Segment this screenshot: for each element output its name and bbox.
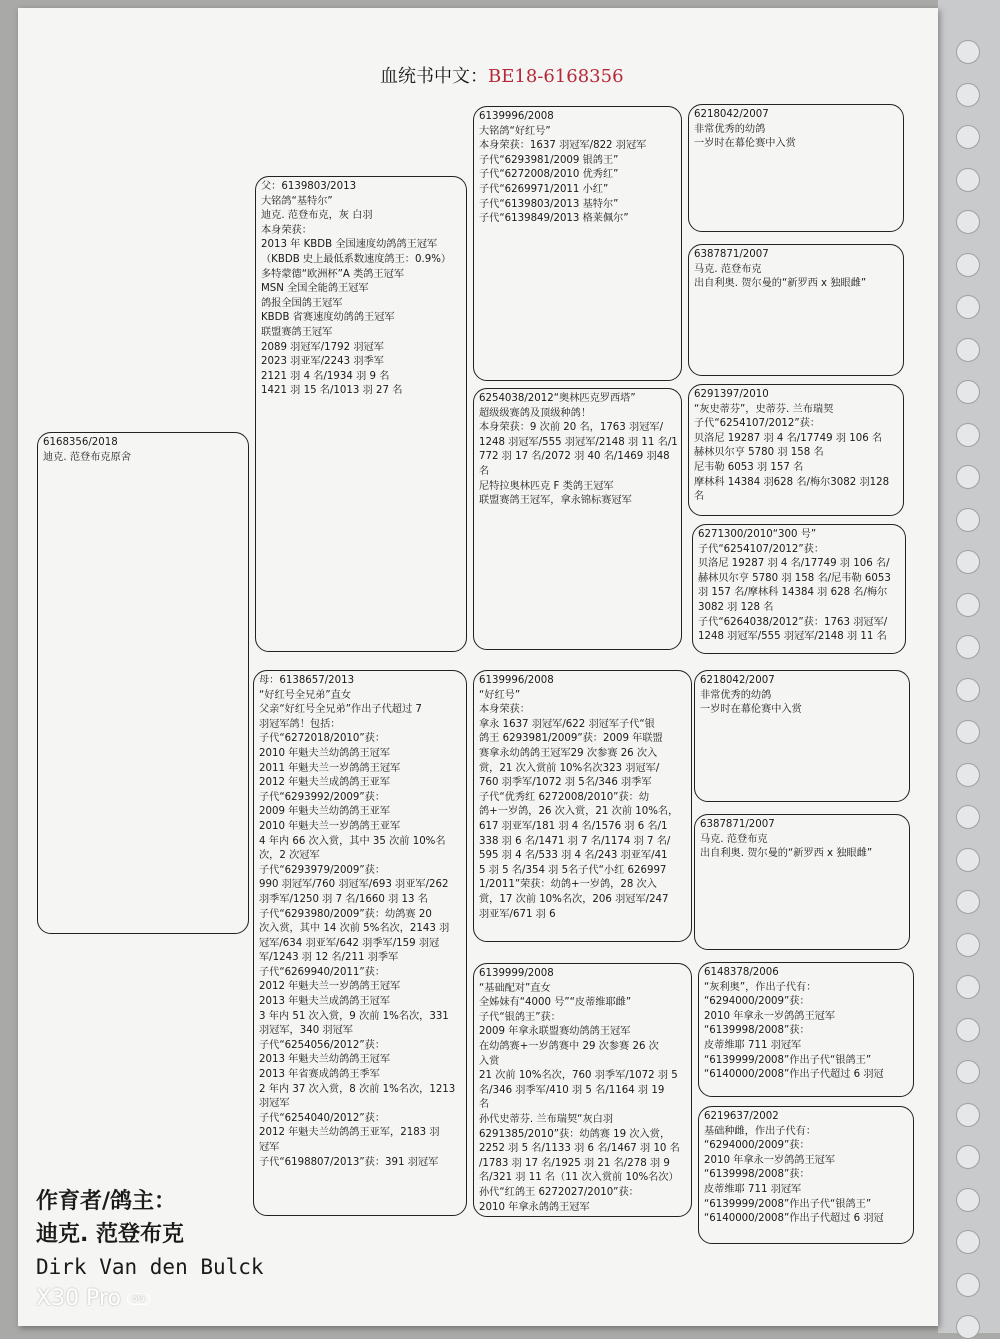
pedigree-line: 子代“6139803/2013 基特尔”: [479, 198, 619, 210]
pedigree-line: 冠军: [259, 1142, 280, 1153]
pedigree-line: 联盟赛鸽王冠军: [261, 326, 333, 338]
pedigree-line: 2252 羽 5 名/1133 羽 6 名/1467 羽 10 名: [479, 1143, 680, 1155]
pedigree-line: 772 羽 17 名/2072 羽 40 名/1469 羽48: [479, 451, 670, 463]
pedigree-line: 一岁时在幕伦赛中入赏: [700, 704, 802, 716]
pedigree-line: 2013 年省赛成鸽鸽王季军: [259, 1069, 380, 1081]
binder-hole: [956, 423, 980, 447]
pedigree-line: 赫林贝尔亨 5780 羽 158 名: [694, 447, 824, 459]
pedigree-line: 2012 年魁夫兰成鸽鸽王亚军: [259, 777, 391, 789]
pedigree-line: /1783 羽 17 名/1925 羽 21 名/278 羽 9: [479, 1157, 670, 1169]
binder-hole: [956, 1103, 980, 1127]
pedigree-line: 鸽+一岁鸽，26 次入赏，21 次前 10%名，: [479, 806, 679, 818]
dam-dam-sire-box: [698, 962, 914, 1097]
sire-sire-sire-box: [688, 104, 904, 232]
pedigree-line: 本身荣获：: [479, 704, 530, 716]
pedigree-line: 2012 年魁夫兰幼鸽鸽王亚军，2183 羽: [259, 1127, 440, 1139]
pedigree-line: 皮蒂维耶 711 羽冠军: [704, 1183, 802, 1195]
binder-hole: [956, 210, 980, 234]
pedigree-line: 全姊妹有“4000 号”“皮蒂维耶雌”: [479, 997, 632, 1009]
binder-hole: [956, 848, 980, 872]
breeder-name-en: Dirk Van den Bulck: [36, 1255, 264, 1279]
sire-sire-box: [473, 106, 682, 381]
binder-hole: [956, 678, 980, 702]
pedigree-line: 子代“银鸽王”获：: [479, 1011, 561, 1023]
pedigree-line: 子代“6293980/2009”获：幼鸽赛 20: [259, 908, 432, 920]
pedigree-line: 2010 年拿永鸽鸽王冠军: [479, 1201, 590, 1213]
pedigree-line: 本身荣获：1637 羽冠军/822 羽冠军: [479, 140, 647, 152]
pedigree-line: 子代“6272018/2010”获：: [259, 733, 386, 745]
binder-hole: [956, 1273, 980, 1297]
pedigree-line: 21 次前 10%名次，760 羽季军/1072 羽 5: [479, 1070, 678, 1082]
pedigree-line: 羽亚军/671 羽 6: [479, 908, 556, 920]
breeder-name-cn: 迪克. 范登布克: [36, 1222, 185, 1247]
pedigree-line: 在幼鸽赛+一岁鸽赛中 29 次参赛 26 次: [479, 1040, 659, 1052]
pedigree-line: 6139996/2008: [479, 111, 554, 122]
pedigree-line: 鸽报全国鸽王冠军: [261, 297, 343, 309]
pedigree-line: 子代“6254040/2012”获：: [259, 1112, 386, 1124]
binder-hole: [956, 508, 980, 532]
pedigree-line: 2010 年拿永一岁鸽鸽王冠军: [704, 1154, 836, 1166]
pedigree-line: “灰利奥”，作出子代有：: [704, 981, 817, 993]
pedigree-line: 马克. 范登布克: [694, 263, 762, 275]
pedigree-line: 出自利奥. 贺尔曼的“新罗西 x 独眼雌”: [700, 848, 873, 860]
pedigree-line: 子代“6293981/2009 银鸽王”: [479, 154, 619, 166]
pedigree-line: 4 年内 66 次入赏，其中 35 次前 10%名: [259, 835, 446, 847]
pedigree-line: 皮蒂维耶 711 羽冠军: [704, 1039, 802, 1051]
binder-hole: [956, 763, 980, 787]
pedigree-line: 羽冠军: [259, 1098, 290, 1110]
binder-hole: [956, 83, 980, 107]
pedigree-line: 6139996/2008: [479, 675, 554, 686]
dam-sire-dam-box: [694, 814, 910, 950]
binder-hole: [956, 1188, 980, 1212]
binder-hole: [956, 890, 980, 914]
pedigree-line: 2023 羽亚军/2243 羽季军: [261, 356, 384, 368]
pedigree-line: 羽冠军，340 羽冠军: [259, 1025, 353, 1037]
pedigree-line: 子代“6139849/2013 格莱佩尔”: [479, 213, 629, 225]
pedigree-line: 6218042/2007: [694, 109, 769, 120]
pedigree-line: 2010 年魁夫兰一岁鸽鸽王亚军: [259, 820, 401, 832]
sire-dam-dam-box: [692, 524, 906, 654]
pedigree-line: 超级级赛鸽及顶级种鸽！: [479, 407, 592, 419]
pedigree-line: 入赏: [479, 1055, 500, 1067]
pedigree-line: “灰史蒂芬”，史蒂芬. 兰布瑞契: [694, 403, 834, 415]
pedigree-line: 子代“6254107/2012”获：: [694, 418, 821, 430]
pedigree-line: “好红号全兄弟”直女: [259, 689, 352, 701]
pedigree-line: 子代“6272008/2010 优秀红”: [479, 169, 619, 181]
pedigree-line: 6254038/2012“奥林匹克罗西塔”: [479, 393, 636, 404]
pedigree-line: “6294000/2009”获：: [704, 996, 810, 1008]
pedigree-line: 母：6138657/2013: [259, 675, 355, 686]
pedigree-line: 大铭鸽“好红号”: [479, 125, 551, 137]
pedigree-line: 非常优秀的幼鸽: [700, 689, 772, 701]
pedigree-line: 子代“6269940/2011”获：: [259, 966, 386, 978]
pedigree-line: 贝洛尼 19287 羽 4 名/17749 羽 106 名: [694, 432, 883, 444]
pedigree-line: 名/321 羽 11 名（11 次入赏前 10%名次）: [479, 1172, 679, 1184]
dam-sire-box: [473, 670, 692, 942]
pedigree-line: 本身荣获：9 次前 20 名，1763 羽冠军/: [479, 422, 664, 434]
pedigree-line: 子代“6264038/2012”获：1763 羽冠军/: [698, 616, 888, 628]
binder-hole: [956, 1145, 980, 1169]
pedigree-line: 一岁时在幕伦赛中入赏: [694, 138, 796, 150]
binder-hole: [956, 1230, 980, 1254]
pedigree-line: 军/1243 羽 12 名/211 羽季军: [259, 952, 399, 964]
pedigree-line: 1/2011”荣获：幼鸽+一岁鸽，28 次入: [479, 879, 657, 891]
pedigree-line: 2009 年拿永联盟赛幼鸽鸽王冠军: [479, 1026, 631, 1038]
pedigree-line: 父亲“好红号全兄弟”作出子代超过 7: [259, 704, 422, 716]
sire-dam-sire-box: [688, 384, 904, 516]
pedigree-line: “6294000/2009”获：: [704, 1140, 810, 1152]
pedigree-line: “6139999/2008”作出子代“银鸽王”: [704, 1054, 872, 1066]
pedigree-line: 子代“6198807/2013”获：391 羽冠军: [259, 1156, 439, 1168]
pedigree-line: 1421 羽 15 名/1013 羽 27 名: [261, 385, 403, 397]
binder-hole: [956, 720, 980, 744]
binder-hole: [956, 1315, 980, 1339]
binder-hole: [956, 253, 980, 277]
pedigree-line: 子代“6293992/2009”获：: [259, 791, 386, 803]
pedigree-line: 760 羽季军/1072 羽 5名/346 羽季军: [479, 777, 652, 789]
binder-hole: [956, 550, 980, 574]
watermark-brand: X30 Pro: [36, 1286, 121, 1311]
pedigree-line: 多特蒙德“欧洲杯”A 类鸽王冠军: [261, 268, 405, 280]
sire-box: [255, 176, 467, 652]
camera-watermark: [36, 1286, 150, 1311]
pedigree-line: 基础种雌，作出子代有：: [704, 1125, 817, 1137]
binder-hole: [956, 380, 980, 404]
pedigree-line: 联盟赛鸽王冠军，拿永锦标赛冠军: [479, 495, 632, 507]
pedigree-line: 6168356/2018: [43, 437, 118, 448]
binder-strip: [938, 0, 1000, 1333]
pedigree-line: 2010 年魁夫兰幼鸽鸽王冠军: [259, 747, 391, 759]
pedigree-line: 2009 年魁夫兰幼鸽鸽王亚军: [259, 806, 391, 818]
pedigree-line: 6218042/2007: [700, 675, 775, 686]
pedigree-line: 非常优秀的幼鸽: [694, 123, 766, 135]
pedigree-line: “6140000/2008”作出子代超过 6 羽冠: [704, 1069, 884, 1081]
breeder-label: 作育者/鸽主：: [36, 1189, 177, 1214]
breeder-info: [36, 1186, 264, 1282]
pedigree-line: 尼韦勒 6053 羽 157 名: [694, 461, 804, 473]
pedigree-line: 冠军/634 羽亚军/642 羽季军/159 羽冠: [259, 937, 440, 949]
pedigree-line: 2 年内 37 次入赏，8 次前 1%名次，1213: [259, 1083, 456, 1095]
pedigree-line: 1248 羽冠军/555 羽冠军/2148 羽 11 名/1: [479, 436, 678, 448]
pedigree-line: 2013 年 KBDB 全国速度幼鸽鸽王冠军: [261, 239, 438, 251]
pedigree-line: 次入赏，其中 14 次前 5%名次，2143 羽: [259, 923, 450, 935]
pedigree-line: 子代“6269971/2011 小红”: [479, 183, 609, 195]
title-label: 血统书中文：: [380, 66, 488, 87]
pedigree-line: 尼特拉奥林匹克 F 类鸽王冠军: [479, 480, 614, 492]
pedigree-line: 迪克. 范登布克，灰 白羽: [261, 210, 373, 222]
binder-hole: [956, 635, 980, 659]
pedigree-line: 名: [694, 491, 705, 503]
binder-hole: [956, 295, 980, 319]
pedigree-line: 羽 157 名/摩林科 14384 羽 628 名/梅尔: [698, 587, 888, 599]
binder-hole: [956, 465, 980, 489]
pedigree-line: 2089 羽冠军/1792 羽冠军: [261, 341, 384, 353]
pedigree-line: 617 羽亚军/181 羽 4 名/1576 羽 6 名/1: [479, 820, 668, 832]
pedigree-line: KBDB 省赛速度幼鸽鸽王冠军: [261, 312, 395, 324]
binder-hole: [956, 1060, 980, 1084]
binder-hole: [956, 1018, 980, 1042]
binder-hole: [956, 168, 980, 192]
pedigree-line: 大铭鸽“基特尔”: [261, 195, 333, 207]
pedigree-line: 赏，21 次入赏前 10%名次323 羽冠军/: [479, 762, 660, 774]
page-title: [380, 62, 624, 88]
pedigree-line: 贝洛尼 19287 羽 4 名/17749 羽 106 名/: [698, 558, 890, 570]
binder-hole: [956, 40, 980, 64]
pedigree-line: 羽季军/1250 羽 7 名/1660 羽 13 名: [259, 893, 428, 905]
binder-hole: [956, 593, 980, 617]
pedigree-line: 338 羽 6 名/1471 羽 7 名/1174 羽 7 名/: [479, 835, 671, 847]
binder-hole: [956, 338, 980, 362]
pedigree-line: “6139998/2008”获：: [704, 1169, 810, 1181]
pedigree-line: 子代“优秀红 6272008/2010”获：幼: [479, 791, 650, 803]
dam-sire-sire-box: [694, 670, 910, 802]
pedigree-line: 6291397/2010: [694, 389, 769, 400]
pigeon-box: [37, 432, 249, 934]
pedigree-line: 6271300/2010“300 号”: [698, 529, 817, 540]
pedigree-line: 3 年内 51 次入赏，9 次前 1%名次，331: [259, 1010, 449, 1022]
pedigree-line: 出自利奥. 贺尔曼的“新罗西 x 独眼雌”: [694, 278, 867, 290]
pedigree-line: 6139999/2008: [479, 968, 554, 979]
pedigree-line: 孙代史蒂芬. 兰布瑞契“灰白羽: [479, 1113, 614, 1125]
dam-dam-box: [473, 963, 692, 1217]
binder-hole: [956, 125, 980, 149]
pedigree-line: 6387871/2007: [700, 819, 775, 830]
pedigree-line: “基础配对”直女: [479, 982, 551, 994]
pedigree-line: 名/346 羽季军/410 羽 5 名/1164 羽 19: [479, 1084, 665, 1096]
pedigree-line: 2013 年魁夫兰幼鸽鸽王冠军: [259, 1054, 391, 1066]
pedigree-line: 2012 年魁夫兰一岁鸽鸽王冠军: [259, 981, 401, 993]
pedigree-line: 名: [479, 465, 490, 477]
pedigree-line: 子代“6293979/2009”获：: [259, 864, 386, 876]
pedigree-line: MSN 全国全能鸽王冠军: [261, 283, 369, 295]
pedigree-line: 2010 年拿永一岁鸽鸽王冠军: [704, 1010, 836, 1022]
pedigree-line: 子代“6254056/2012”获：: [259, 1039, 386, 1051]
pedigree-line: 本身荣获：: [261, 224, 312, 236]
pedigree-line: 6219637/2002: [704, 1111, 779, 1122]
pedigree-line: 子代“6254107/2012”获：: [698, 543, 825, 555]
pedigree-line: 拿永 1637 羽冠军/622 羽冠军子代“银: [479, 718, 655, 730]
pedigree-line: 2121 羽 4 名/1934 羽 9 名: [261, 370, 390, 382]
dam-dam-dam-box: [698, 1106, 914, 1244]
pedigree-line: 990 羽冠军/760 羽冠军/693 羽亚军/262: [259, 879, 449, 891]
pedigree-line: 羽冠军鸽！包括：: [259, 718, 341, 730]
pedigree-line: 2013 年魁夫兰成鸽鸽王冠军: [259, 996, 391, 1008]
pedigree-line: “6139998/2008”获：: [704, 1025, 810, 1037]
pedigree-line: 6291385/2010”获：幼鸽赛 19 次入赏，: [479, 1128, 671, 1140]
pedigree-line: 595 羽 4 名/533 羽 4 名/243 羽亚军/41: [479, 850, 668, 862]
dam-box: [253, 670, 467, 1216]
ring-number: BE18-6168356: [488, 66, 624, 87]
pedigree-line: 摩林科 14384 羽628 名/梅尔3082 羽128: [694, 476, 890, 488]
pedigree-line: 赫林贝尔亨 5780 羽 158 名/尼韦勒 6053: [698, 572, 891, 584]
pedigree-line: 迪克. 范登布克原舍: [43, 451, 131, 463]
binder-hole: [956, 933, 980, 957]
pedigree-line: 鸽王 6293981/2009”获：2009 年联盟: [479, 733, 663, 745]
pedigree-line: 2011 年魁夫兰一岁鸽鸽王冠军: [259, 762, 401, 774]
sire-dam-box: [473, 388, 682, 650]
pedigree-line: “好红号”: [479, 689, 521, 701]
pedigree-line: “6139999/2008”作出子代“银鸽王”: [704, 1198, 872, 1210]
watermark-badge: 5G: [127, 1293, 150, 1305]
pedigree-line: 赏，17 次前 10%名次，206 羽冠军/247: [479, 893, 669, 905]
binder-hole: [956, 805, 980, 829]
pedigree-line: 名: [479, 1099, 490, 1111]
pedigree-line: 6387871/2007: [694, 249, 769, 260]
pedigree-line: 1248 羽冠军/555 羽冠军/2148 羽 11 名: [698, 631, 887, 643]
pedigree-line: 父：6139803/2013: [261, 181, 357, 192]
sire-sire-dam-box: [688, 244, 904, 376]
pedigree-line: “6140000/2008”作出子代超过 6 羽冠: [704, 1213, 884, 1225]
binder-hole: [956, 975, 980, 999]
pedigree-line: 3082 羽 128 名: [698, 601, 774, 613]
pedigree-line: 马克. 范登布克: [700, 833, 768, 845]
pedigree-line: 5 羽 5 名/354 羽 5名子代“小红 626997: [479, 864, 667, 876]
pedigree-line: 次，2 次冠军: [259, 850, 320, 862]
pedigree-line: 孙代“红鸽王 6272027/2010”获：: [479, 1186, 639, 1198]
pedigree-line: 赛拿永幼鸽鸽王冠军29 次参赛 26 次入: [479, 747, 658, 759]
pedigree-line: （KBDB 史上最低系数速度鸽王：0.9%）: [261, 253, 452, 265]
pedigree-line: 6148378/2006: [704, 967, 779, 978]
